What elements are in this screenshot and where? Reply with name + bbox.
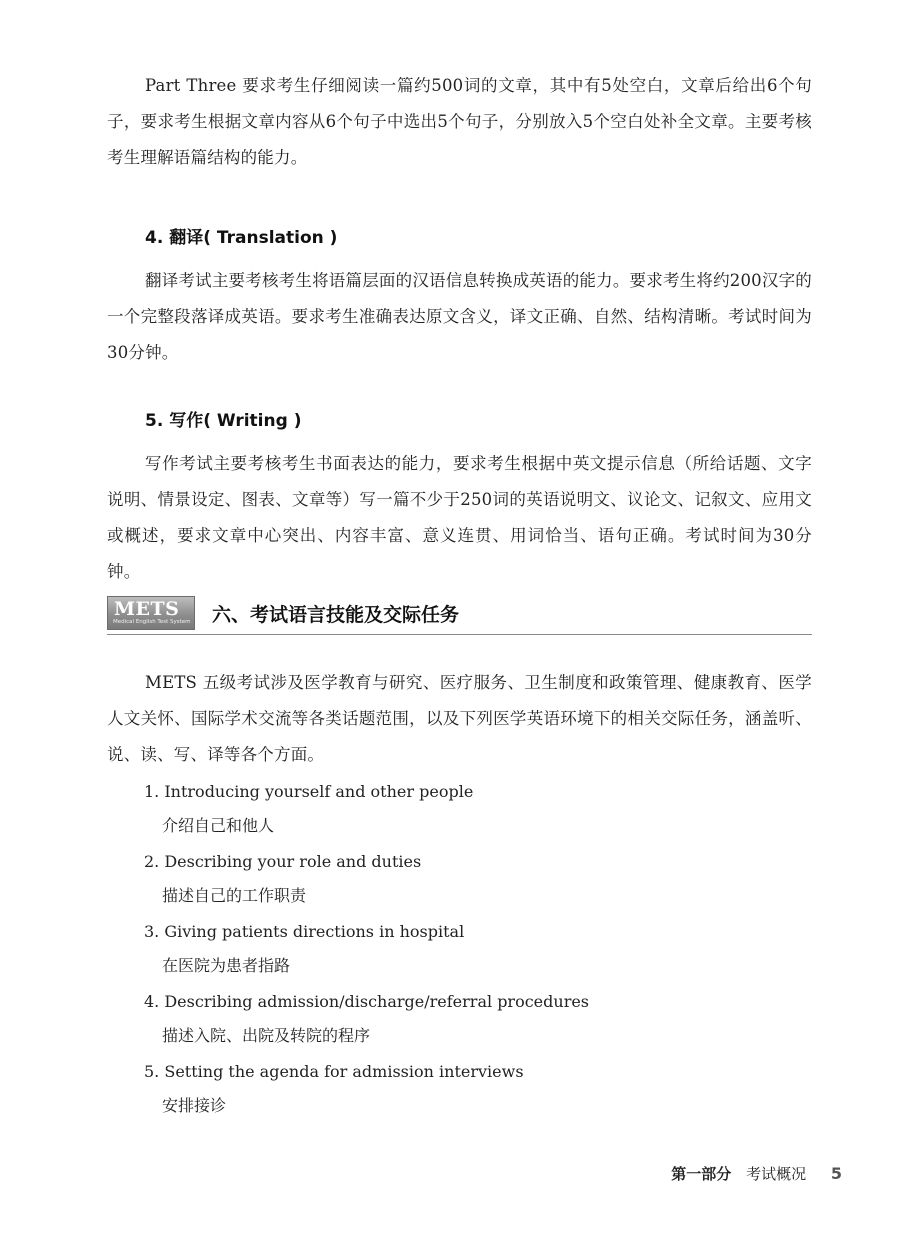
task-zh: 描述入院、出院及转院的程序 <box>162 1026 371 1045</box>
task-en: 3. Giving patients directions in hospital <box>144 922 465 941</box>
task-en: 1. Introducing yourself and other people <box>144 782 474 801</box>
page-footer <box>671 1163 842 1184</box>
footer-part-label: 第一部分 <box>671 1165 732 1183</box>
section-title: 六、考试语言技能及交际任务 <box>212 604 460 626</box>
writing-heading: 5. 写作( Writing ) <box>145 411 302 431</box>
task-en: 5. Setting the agenda for admission interviews <box>144 1062 524 1081</box>
page-number: 5 <box>830 1164 842 1183</box>
list-item <box>144 848 804 918</box>
translation-heading: 4. 翻译( Translation ) <box>145 228 338 248</box>
mets-logo-text: METS <box>114 598 180 620</box>
translation-paragraph: 翻译考试主要考核考生将语篇层面的汉语信息转换成英语的能力。要求考生将约200汉字的一个完整段落译成英语。要求考生准确表达原文含义，译文正确、自然、结构清晰。考试时间为30分钟。 <box>107 271 812 362</box>
mets-logo <box>107 596 195 630</box>
task-zh: 描述自己的工作职责 <box>162 886 307 905</box>
task-list <box>144 778 804 1128</box>
list-item <box>144 988 804 1058</box>
task-zh: 介绍自己和他人 <box>162 816 275 835</box>
list-item <box>144 778 804 848</box>
part-three-paragraph: Part Three 要求考生仔细阅读一篇约500词的文章，其中有5处空白，文章后给出6个句子，要求考生根据文章内容从6个句子中选出5个句子，分别放入5个空白处补全文章。主要考核考生理解语篇结构的能力。 <box>107 76 812 167</box>
task-zh: 安排接诊 <box>162 1096 227 1115</box>
task-en: 2. Describing your role and duties <box>144 852 422 871</box>
list-item <box>144 918 804 988</box>
task-en: 4. Describing admission/discharge/referral procedures <box>144 992 590 1011</box>
mets-logo-subtext: Medical English Test System <box>113 619 191 625</box>
list-item <box>144 1058 804 1128</box>
writing-paragraph: 写作考试主要考核考生书面表达的能力，要求考生根据中英文提示信息（所给话题、文字说明、情景设定、图表、文章等）写一篇不少于250词的英语说明文、议论文、记叙文、应用文或概述，要求文章中心突出、内容丰富、意义连贯、用词恰当、语句正确。考试时间为30分钟。 <box>107 454 812 581</box>
section-header <box>107 596 812 635</box>
footer-chapter-label: 考试概况 <box>746 1165 807 1183</box>
task-zh: 在医院为患者指路 <box>162 956 291 975</box>
mets-intro-paragraph: METS 五级考试涉及医学教育与研究、医疗服务、卫生制度和政策管理、健康教育、医学人文关怀、国际学术交流等各类话题范围，以及下列医学英语环境下的相关交际任务，涵盖听、说、读、写、译等各个方面。 <box>107 673 812 764</box>
